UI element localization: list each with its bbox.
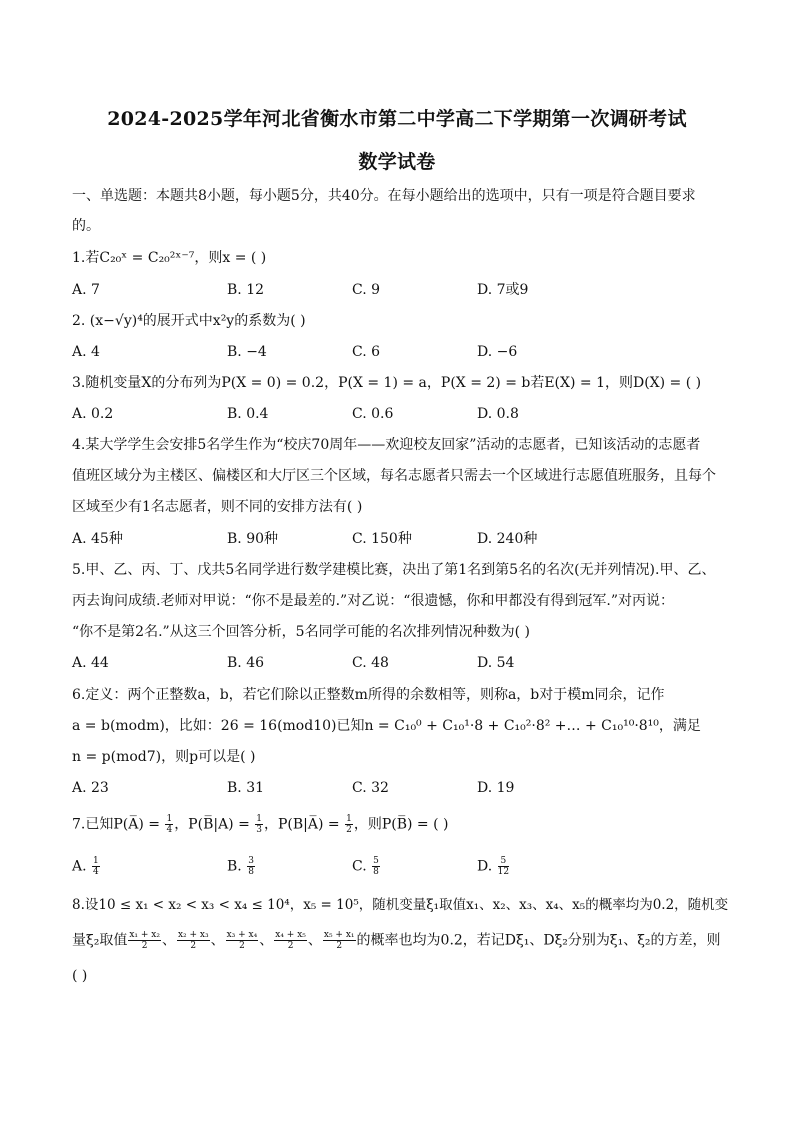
option-label: A. [72, 858, 87, 875]
question-3-option-d: D. 0.8 [477, 406, 519, 422]
option-fraction [92, 856, 100, 877]
question-5-option-c: C. 48 [352, 655, 389, 671]
question-3-option-a: A. 0.2 [72, 406, 114, 422]
question-8-line2-part-a: 量ξ₂取值 [72, 932, 128, 949]
question-3-stem: 3.随机变量X的分布列为P(X = 0) = 0.2，P(X = 1) = a，P(X = 2) = b若E(X) = 1，则D(X) = ( ) [72, 375, 702, 391]
question-1-stem: 1.若C₂₀ˣ = C₂₀²ˣ⁻⁷，则x = ( ) [72, 250, 267, 266]
fraction-numerator: x₄ + x₅ [275, 930, 306, 940]
question-4-line3: 区域至少有1名志愿者，则不同的安排方法有( ) [72, 499, 363, 515]
separator: 、 [210, 932, 225, 949]
exam-title: 2024-2025学年河北省衡水市第二中学高二下学期第一次调研考试 [107, 108, 687, 130]
fraction-numerator: x₃ + x₄ [226, 930, 258, 940]
question-3-option-b: B. 0.4 [227, 406, 269, 422]
question-7-stem [72, 814, 722, 835]
question-5-option-a: A. 44 [72, 655, 109, 671]
question-2-option-d: D. −6 [477, 344, 518, 360]
question-7-option-d [477, 856, 510, 877]
question-7-stem-part-b: ，P(B̅|A) = [174, 816, 250, 833]
option-fraction [247, 856, 255, 877]
fraction-denominator: 2 [346, 825, 352, 835]
question-6-option-c: C. 32 [352, 780, 389, 796]
question-7-fraction-3 [345, 814, 353, 835]
option-fraction [498, 856, 509, 877]
question-8-line2-part-b: 的概率也均为0.2，若记Dξ₁、Dξ₂分别为ξ₁、ξ₂的方差，则 [356, 932, 721, 949]
question-6-line2: a = b(modm)，比如：26 = 16(mod10)已知n = C₁₀⁰ + C₁₀¹·8 + C₁₀²·8² +… + C₁₀¹⁰·8¹⁰，满足 [72, 718, 701, 734]
option-label: D. [477, 858, 493, 875]
fraction-numerator: 1 [256, 814, 263, 824]
question-8-fraction-4 [274, 930, 307, 951]
question-7-option-a [72, 856, 101, 877]
question-8-line1: 8.设10 ≤ x₁ < x₂ < x₃ < x₄ ≤ 10⁴，x₅ = 10⁵，随机变量ξ₁取值x₁、x₂、x₃、x₄、x₅的概率均为0.2，随机变 [72, 897, 729, 913]
question-1-option-d: D. 7或9 [477, 282, 529, 298]
question-5-line2: 丙去询问成绩.老师对甲说：“你不是最差的.”对乙说：“很遗憾，你和甲都没有得到冠军.”对丙说： [72, 593, 674, 609]
question-2-option-c: C. 6 [352, 344, 381, 360]
question-6-option-a: A. 23 [72, 780, 109, 796]
fraction-numerator: 1 [346, 814, 352, 824]
fraction-denominator: 3 [256, 825, 263, 835]
fraction-denominator: 8 [373, 867, 379, 877]
fraction-numerator: x₂ + x₃ [177, 930, 209, 940]
question-7-option-b [227, 856, 256, 877]
question-2-option-b: B. −4 [227, 344, 267, 360]
fraction-numerator: x₁ + x₂ [129, 930, 160, 940]
question-4-option-d: D. 240种 [477, 531, 538, 547]
question-4-option-b: B. 90种 [227, 531, 279, 547]
fraction-numerator: 1 [166, 814, 173, 824]
question-6-option-b: B. 31 [227, 780, 265, 796]
fraction-numerator: 5 [498, 856, 509, 867]
question-5-line3: “你不是第2名.”从这三个回答分析，5名同学可能的名次排列情况种数为( ) [72, 624, 530, 640]
question-3-option-c: C. 0.6 [352, 406, 394, 422]
question-8-line3: ( ) [72, 968, 88, 984]
question-5-line1: 5.甲、乙、丙、丁、戊共5名同学进行数学建模比赛，决出了第1名到第5名的名次(无并列情况).甲、乙、 [72, 562, 716, 578]
option-label: B. [227, 858, 242, 875]
fraction-denominator: 2 [141, 941, 148, 951]
question-6-line1: 6.定义：两个正整数a，b，若它们除以正整数m所得的余数相等，则称a，b对于模m同余，记作 [72, 687, 665, 703]
question-7-stem-part-d: ，则P(B̅) = ( ) [353, 816, 449, 833]
option-label: C. [352, 858, 367, 875]
fraction-numerator: x₅ + x₁ [323, 930, 355, 940]
question-8-fraction-3 [226, 930, 259, 951]
fraction-numerator: 5 [373, 856, 379, 866]
question-8-fraction-1 [128, 930, 161, 951]
fraction-numerator: 1 [93, 856, 99, 866]
question-5-option-d: D. 54 [477, 655, 515, 671]
question-8-fraction-2 [177, 930, 210, 951]
question-7-stem-part-c: ，P(B|A̅) = [264, 816, 340, 833]
fraction-numerator: 3 [248, 856, 254, 866]
separator: 、 [259, 932, 274, 949]
question-4-line1: 4.某大学学生会安排5名学生作为“校庆70周年——欢迎校友回家”活动的志愿者，已知该活动的志愿者 [72, 437, 701, 453]
question-7-fraction-2 [255, 814, 263, 835]
question-2-stem: 2. (x−√y)⁴的展开式中x²y的系数为( ) [72, 313, 306, 329]
question-7-stem-part-a: 7.已知P(A̅) = [72, 816, 160, 833]
question-7-fraction-1 [165, 814, 173, 835]
question-4-option-a: A. 45种 [72, 531, 123, 547]
question-1-option-c: C. 9 [352, 282, 381, 298]
question-4-line2: 值班区域分为主楼区、偏楼区和大厅区三个区域，每名志愿者只需去一个区域进行志愿值班服务，且每个 [72, 468, 716, 484]
fraction-denominator: 12 [497, 867, 510, 877]
question-7-option-c [352, 856, 381, 877]
fraction-denominator: 4 [93, 867, 99, 877]
fraction-denominator: 8 [248, 867, 254, 877]
fraction-denominator: 2 [287, 941, 294, 951]
fraction-denominator: 2 [190, 941, 197, 951]
question-1-option-a: A. 7 [72, 282, 100, 298]
question-1-option-b: B. 12 [227, 282, 265, 298]
fraction-denominator: 2 [239, 941, 245, 951]
question-5-option-b: B. 46 [227, 655, 265, 671]
option-fraction [372, 856, 380, 877]
exam-subtitle: 数学试卷 [358, 151, 436, 173]
question-2-option-a: A. 4 [72, 344, 100, 360]
question-8-fraction-5 [323, 930, 356, 951]
question-4-option-c: C. 150种 [352, 531, 412, 547]
question-6-option-d: D. 19 [477, 780, 515, 796]
fraction-denominator: 4 [166, 825, 173, 835]
section-heading-line1: 一、单选题：本题共8小题，每小题5分，共40分。在每小题给出的选项中，只有一项是符合题目要求 [72, 188, 696, 204]
fraction-denominator: 2 [336, 941, 343, 951]
separator: 、 [307, 932, 322, 949]
separator: 、 [161, 932, 176, 949]
section-heading-line2: 的。 [72, 218, 100, 234]
question-6-line3: n = p(mod7)，则p可以是( ) [72, 749, 256, 765]
question-8-line2 [72, 930, 722, 951]
